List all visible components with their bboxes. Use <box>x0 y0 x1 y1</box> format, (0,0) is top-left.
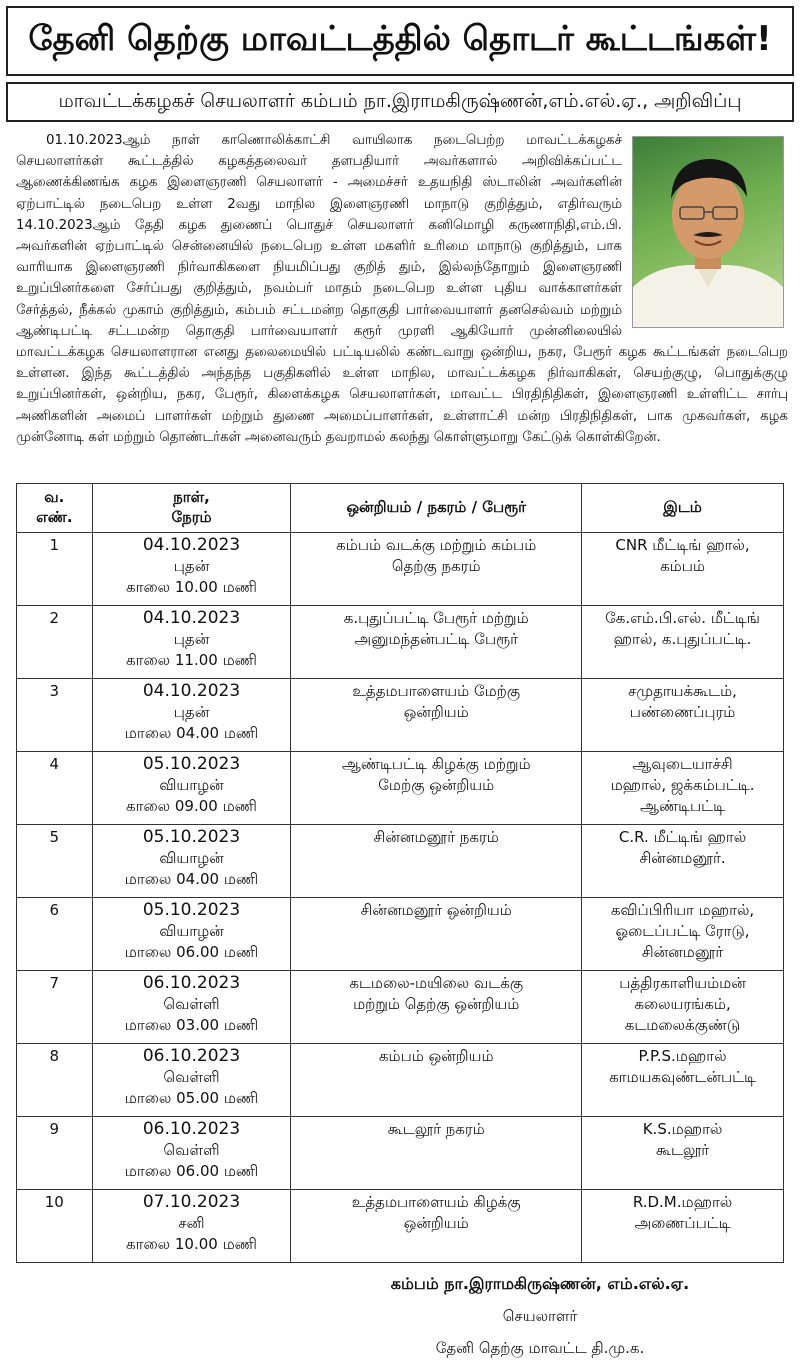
row-area-line2: தெற்கு நகரம் <box>391 557 481 575</box>
table-body <box>17 533 784 1263</box>
row-area-line1: சின்னமனூர் நகரம் <box>373 828 499 846</box>
page-title: தேனி தெற்கு மாவட்டத்தில் தொடர் கூட்டங்கள்! <box>6 6 794 76</box>
row-area-line1: உத்தமபாளையம் கிழக்கு <box>351 1193 521 1211</box>
row-area-line2: மற்றும் தெற்கு ஒன்றியம் <box>353 995 520 1013</box>
row-serial: 7 <box>17 971 93 1044</box>
portrait-illustration <box>633 137 783 327</box>
table-header-row <box>17 484 784 533</box>
row-date-time <box>92 1117 291 1190</box>
row-place-line2: காமயகவுண்டன்பட்டி <box>609 1068 756 1086</box>
row-place <box>582 752 784 825</box>
header-date-time <box>92 484 291 533</box>
table-row <box>17 679 784 752</box>
header-area: ஒன்றியம் / நகரம் / பேரூர் <box>291 484 582 533</box>
row-area-line2: அனுமந்தன்பட்டி பேரூர் <box>354 630 519 648</box>
row-time: காலை 11.00 மணி <box>126 651 257 669</box>
row-area-line1: கூடலூர் நகரம் <box>387 1120 485 1138</box>
row-place <box>582 679 784 752</box>
row-day: சனி <box>178 1214 205 1232</box>
signatory-role: செயலாளர் <box>502 1307 578 1325</box>
row-serial: 2 <box>17 606 93 679</box>
row-place-line3: ஆண்டிபட்டி <box>640 797 726 815</box>
row-day: வெள்ளி <box>163 995 220 1013</box>
row-day: புதன் <box>173 630 210 648</box>
row-date: 05.10.2023 <box>142 827 241 847</box>
row-place-line2: சின்னமனூர். <box>639 849 726 867</box>
row-area <box>291 825 582 898</box>
row-place-line1: R.D.M.மஹால் <box>632 1193 733 1211</box>
row-place-line1: C.R. மீட்டிங் ஹால் <box>618 828 747 846</box>
row-place <box>582 1044 784 1117</box>
row-place <box>582 533 784 606</box>
row-date: 06.10.2023 <box>142 973 241 993</box>
signatory-name: கம்பம் நா.இராமகிருஷ்ணன், எம்.எல்.ஏ. <box>390 1274 690 1293</box>
row-place <box>582 1117 784 1190</box>
row-area <box>291 971 582 1044</box>
row-place <box>582 971 784 1044</box>
row-area <box>291 898 582 971</box>
row-area-line1: சின்னமனூர் ஒன்றியம் <box>360 901 512 919</box>
row-area-line1: ஆண்டிபட்டி கிழக்கு மற்றும் <box>341 755 531 773</box>
row-serial: 10 <box>17 1190 93 1263</box>
row-date-time <box>92 971 291 1044</box>
row-place <box>582 898 784 971</box>
row-date: 04.10.2023 <box>142 535 241 555</box>
row-place-line2: கலையரங்கம், <box>634 995 731 1013</box>
row-place-line1: CNR மீட்டிங் ஹால், <box>615 536 750 554</box>
table-row <box>17 971 784 1044</box>
page-subtitle: மாவட்டக்கழகச் செயலாளர் கம்பம் நா.இராமகிருஷ்ணன்,எம்.எல்.ஏ., அறிவிப்பு <box>6 82 794 122</box>
row-area <box>291 1190 582 1263</box>
row-date-time <box>92 533 291 606</box>
row-area <box>291 533 582 606</box>
row-area <box>291 679 582 752</box>
row-place-line2: பண்ணைப்புரம் <box>629 703 736 721</box>
row-place-line3: கடமலைக்குண்டு <box>624 1016 741 1034</box>
row-place <box>582 1190 784 1263</box>
portrait-photo <box>632 136 784 328</box>
row-place <box>582 606 784 679</box>
row-place-line2: கூடலூர் <box>655 1141 710 1159</box>
row-date-time <box>92 606 291 679</box>
table-row <box>17 1117 784 1190</box>
row-area <box>291 752 582 825</box>
row-area-line1: கம்பம் வடக்கு மற்றும் கம்பம் <box>336 536 537 554</box>
row-area-line2: மேற்கு ஒன்றியம் <box>378 776 495 794</box>
row-serial: 1 <box>17 533 93 606</box>
row-date-time <box>92 752 291 825</box>
row-place-line2: அணைப்பட்டி <box>634 1214 731 1232</box>
row-day: வியாழன் <box>159 776 224 794</box>
row-time: மாலை 05.00 மணி <box>124 1089 259 1107</box>
row-serial: 9 <box>17 1117 93 1190</box>
header-serial-line1: வ. <box>44 488 65 506</box>
row-date-time <box>92 1044 291 1117</box>
table-row <box>17 752 784 825</box>
row-day: வியாழன் <box>159 849 224 867</box>
row-day: வெள்ளி <box>163 1068 220 1086</box>
row-area <box>291 1117 582 1190</box>
row-area-line1: கடமலை-மயிலை வடக்கு <box>349 974 524 992</box>
row-date-time <box>92 898 291 971</box>
row-place <box>582 825 784 898</box>
row-serial: 5 <box>17 825 93 898</box>
row-place-line1: சமுதாயக்கூடம், <box>628 682 737 700</box>
row-date: 05.10.2023 <box>142 900 241 920</box>
row-place-line1: கவிப்பிரியா மஹால், <box>610 901 755 919</box>
meeting-schedule-table <box>16 483 784 1263</box>
row-time: மாலை 04.00 மணி <box>124 870 259 888</box>
signatory-organization: தேனி தெற்கு மாவட்ட தி.மு.க. <box>435 1339 645 1357</box>
notice-body <box>16 130 788 448</box>
row-area-line1: க.புதுப்பட்டி பேரூர் மற்றும் <box>343 609 529 627</box>
row-date-time <box>92 679 291 752</box>
row-serial: 8 <box>17 1044 93 1117</box>
row-date: 07.10.2023 <box>142 1192 241 1212</box>
row-place-line2: ஓடைப்பட்டி ரோடு, <box>615 922 750 940</box>
row-place-line3: சின்னமனூர் <box>641 943 724 961</box>
row-place-line2: ஹால், க.புதுப்பட்டி. <box>613 630 752 648</box>
row-place-line1: P.P.S.மஹால் <box>638 1047 727 1065</box>
row-area-line2: ஒன்றியம் <box>403 1214 469 1232</box>
row-area-line1: உத்தமபாளையம் மேற்கு <box>352 682 521 700</box>
row-serial: 4 <box>17 752 93 825</box>
row-time: காலை 10.00 மணி <box>126 1235 257 1253</box>
row-day: புதன் <box>173 703 210 721</box>
row-date: 06.10.2023 <box>142 1119 241 1139</box>
row-date-time <box>92 1190 291 1263</box>
row-place-line2: கம்பம் <box>660 557 705 575</box>
row-place-line1: கே.எம்.பி.எல். மீட்டிங் <box>605 609 760 627</box>
row-time: மாலை 03.00 மணி <box>124 1016 259 1034</box>
row-day: வெள்ளி <box>163 1141 220 1159</box>
row-date: 06.10.2023 <box>142 1046 241 1066</box>
row-place-line1: ஆவுடையாச்சி <box>632 755 733 773</box>
row-serial: 3 <box>17 679 93 752</box>
row-date: 05.10.2023 <box>142 754 241 774</box>
row-area-line2: ஒன்றியம் <box>403 703 469 721</box>
row-area-line1: கம்பம் ஒன்றியம் <box>378 1047 494 1065</box>
signature-block <box>320 1268 760 1364</box>
row-place-line1: K.S.மஹால் <box>642 1120 723 1138</box>
row-time: மாலை 04.00 மணி <box>124 724 259 742</box>
row-time: மாலை 06.00 மணி <box>124 943 259 961</box>
row-time: மாலை 06.00 மணி <box>124 1162 259 1180</box>
row-area <box>291 606 582 679</box>
header-serial <box>17 484 93 533</box>
header-date-line2: நேரம் <box>171 508 212 526</box>
table-row <box>17 533 784 606</box>
row-date: 04.10.2023 <box>142 681 241 701</box>
row-time: காலை 10.00 மணி <box>126 578 257 596</box>
row-date: 04.10.2023 <box>142 608 241 628</box>
table-row <box>17 1190 784 1263</box>
row-date-time <box>92 825 291 898</box>
row-serial: 6 <box>17 898 93 971</box>
header-serial-line2: எண். <box>36 508 73 526</box>
header-date-line1: நாள், <box>173 488 210 506</box>
row-day: புதன் <box>173 557 210 575</box>
row-area <box>291 1044 582 1117</box>
table-row <box>17 606 784 679</box>
header-place: இடம் <box>582 484 784 533</box>
row-day: வியாழன் <box>159 922 224 940</box>
notice-paragraph: 01.10.2023ஆம் நாள் காணொலிக்காட்சி வாயிலாக நடைபெற்ற மாவட்டக்கழகச் செயலாளர்கள் கூட்டத்தில் கழகத்தலைவர் தளபதியார் அவர்களால் அறிவிக்கப்பட்ட ஆணைக்கிணங்க கழக இளைஞரணி செயலாளர் - அமைச்சர் உதயநிதி ஸ்டாலின் அவர்களின் ஏற்பாட்டில் நடைபெற உள்ள 2வது மாநில இளைஞரணி மாநாடு குறித்தும், எதிர்வரும் 14.10.2023ஆம் தேதி கழக துணைப் பொதுச் செயலாளர் கனிமொழி கருணாநிதி,எம்.பி. அவர்களின் ஏற்பாட்டில் சென்னையில் நடைபெற உள்ள மகளிர் உரிமை மாநாடு குறித்தும், பாக வாரியாக இளைஞரணி நிர்வாகிகளை நியமிப்பது குறித் தும், இல்லந்தோறும் இளைஞரணி உறுப்பினர்களை சேர்ப்பது குறித்தும், நவம்பர் மாதம் நடைபெற உள்ள புதிய வாக்காளர்கள் சேர்த்தல், நீக்கல் முகாம் குறித்தும், கம்பம் சட்டமன்ற தொகுதி பார்வையாளர் தனசெல்வம் மற்றும் ஆண்டிபட்டி சட்டமன்ற தொகுதி பார்வையாளர் கரூர் முரளி ஆகியோர் முன்னிலையில் மாவட்டக்கழக செயலாளரான எனது தலைமையில் பட்டியலில் கண்டவாறு ஒன்றிய, நகர, பேரூர் கழக கூட்டங்கள் நடைபெற உள்ளன. இந்த கூட்டத்தில் அந்தந்த பகுதிகளில் உள்ள மாநில, மாவட்டக்கழக நிர்வாகிகள், செயற்குழு, பொதுக்குழு உறுப்பினர்கள், ஒன்றிய, நகர, பேரூர், கிளைக்கழக செயலாளர்கள், மாவட்ட பிரதிநிதிகள், இளைஞரணி உள்ளிட்ட சார்பு அணிகளின் அமைப் பாளர்கள் மற்றும் துணை அமைப்பாளர்கள், உள்ளாட்சி மன்ற பிரதிநிதிகள், பாக முகவர்கள், கழக முன்னோடி கள் மற்றும் தொண்டர்கள் அனைவரும் தவறாமல் கலந்து கொள்ளுமாறு கேட்டுக் கொள்கிறேன். <box>16 133 788 445</box>
row-place-line2: மஹால், ஜக்கம்பட்டி. <box>610 776 755 794</box>
row-time: காலை 09.00 மணி <box>126 797 257 815</box>
table-row <box>17 825 784 898</box>
table-row <box>17 1044 784 1117</box>
table-row <box>17 898 784 971</box>
row-place-line1: பத்திரகாளியம்மன் <box>619 974 746 992</box>
